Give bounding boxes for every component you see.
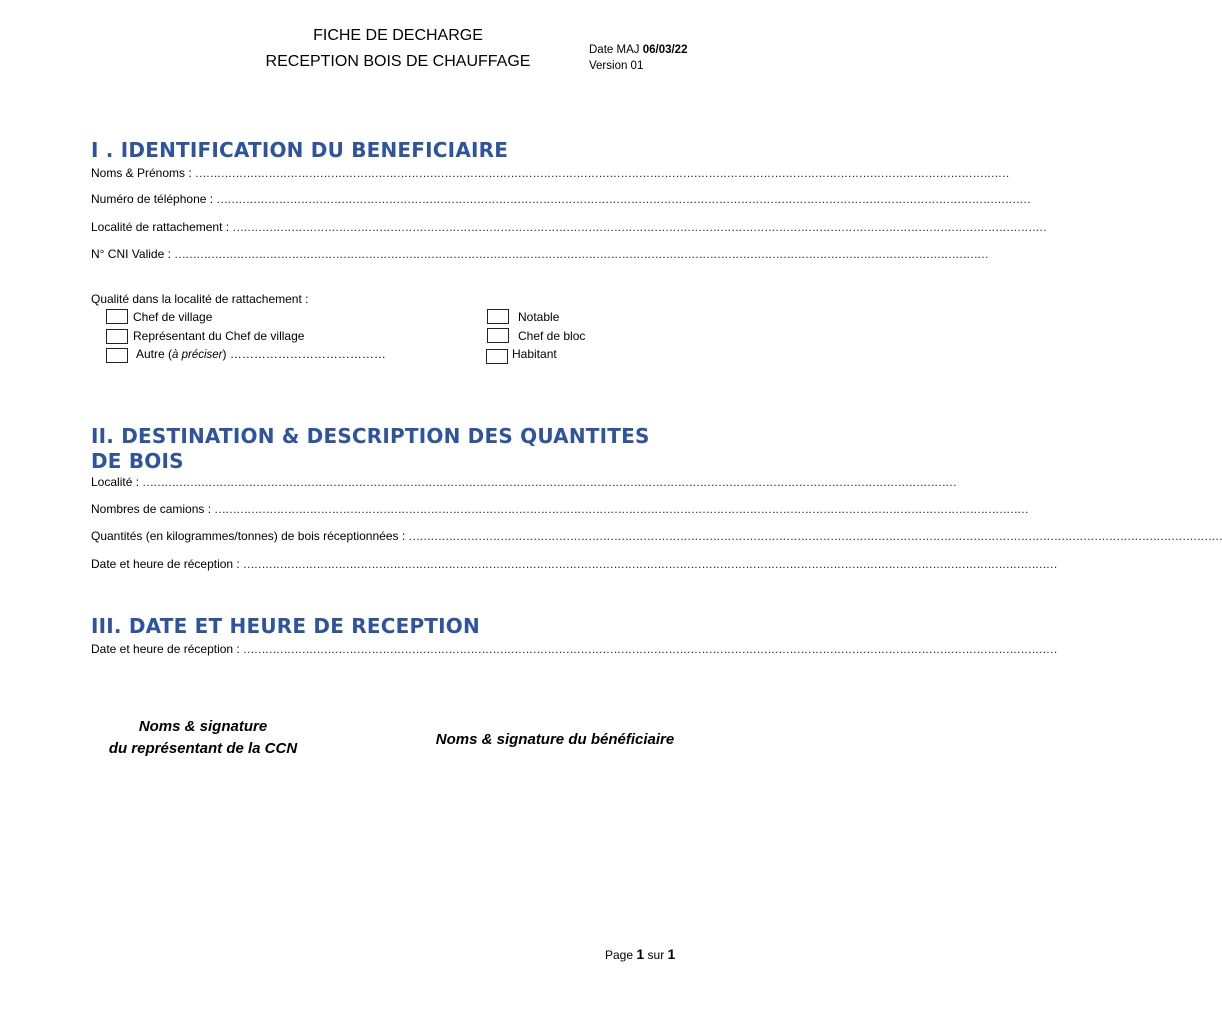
- option-habitant: Habitant: [512, 347, 557, 361]
- signature-ccn-line2: du représentant de la CCN: [108, 740, 298, 757]
- field-label: Date et heure de réception :: [91, 642, 240, 656]
- field-dots: ……………………………………………………………………………………………………………………………………………………………………………………………………: [242, 642, 1057, 656]
- field-dots: ……………………………………………………………………………………………………………………………………………………………………………………………………: [242, 557, 1057, 571]
- field-label: Localité :: [91, 475, 140, 489]
- document-title-line2: RECEPTION BOIS DE CHAUFFAGE: [265, 53, 531, 70]
- signature-ccn-line1: Noms & signature: [138, 718, 268, 735]
- page-of-word: sur: [647, 948, 665, 962]
- option-chef-de-bloc: Chef de bloc: [518, 329, 586, 343]
- field-dots: ……………………………………………………………………………………………………………………………………………………………………………………………………: [408, 529, 1222, 543]
- document-title-line1: FICHE DE DECHARGE: [313, 27, 483, 44]
- quality-label: Qualité dans la localité de rattachement :: [91, 292, 309, 306]
- field-label: Nombres de camions :: [91, 502, 212, 516]
- checkbox-representant[interactable]: [106, 329, 128, 344]
- field-dots: ……………………………………………………………………………………………………………………………………………………………………………………………………: [216, 192, 1031, 206]
- signature-ccn: [90, 716, 316, 760]
- field-quantites[interactable]: [91, 529, 1222, 543]
- page-number: [605, 946, 675, 962]
- option-notable: Notable: [518, 310, 560, 324]
- field-label: Localité de rattachement :: [91, 220, 230, 234]
- version-label: Version 01: [589, 60, 644, 72]
- field-noms-prenoms[interactable]: [91, 166, 1009, 180]
- option-autre-italic: à préciser: [172, 349, 223, 361]
- option-autre-suffix: ) …………………………………: [222, 347, 386, 361]
- field-label: N° CNI Valide :: [91, 247, 171, 261]
- field-label: Date et heure de réception :: [91, 557, 240, 571]
- date-value: 06/03/22: [642, 44, 688, 56]
- section1-title: I . IDENTIFICATION DU BENEFICIAIRE: [91, 138, 509, 162]
- field-dots: ……………………………………………………………………………………………………………………………………………………………………………………………………: [142, 475, 957, 489]
- field-cni[interactable]: [91, 247, 988, 261]
- option-representant: Représentant du Chef de village: [133, 329, 305, 343]
- option-autre-label: Autre (: [136, 347, 173, 361]
- field-date-heure-reception-2[interactable]: [91, 642, 1057, 656]
- field-dots: ……………………………………………………………………………………………………………………………………………………………………………………………………: [194, 166, 1009, 180]
- section3-title: III. DATE ET HEURE DE RECEPTION: [91, 614, 480, 638]
- field-label: Noms & Prénoms :: [91, 166, 192, 180]
- checkbox-chef-de-village[interactable]: [106, 309, 128, 324]
- field-localite[interactable]: [91, 475, 957, 489]
- field-dots: ……………………………………………………………………………………………………………………………………………………………………………………………………: [173, 247, 988, 261]
- checkbox-autre[interactable]: [106, 348, 128, 363]
- field-dots: ……………………………………………………………………………………………………………………………………………………………………………………………………: [214, 502, 1029, 516]
- field-nombre-camions[interactable]: [91, 502, 1029, 516]
- date-label: Date MAJ: [589, 44, 640, 56]
- signature-beneficiaire: Noms & signature du bénéficiaire: [435, 731, 675, 748]
- field-date-heure-reception[interactable]: [91, 557, 1057, 571]
- section2-title-line1: II. DESTINATION & DESCRIPTION DES QUANTITES: [91, 424, 650, 448]
- page-current: 1: [636, 946, 645, 962]
- field-label: Quantités (en kilogrammes/tonnes) de bois réceptionnées :: [91, 529, 406, 543]
- option-chef-de-village: Chef de village: [133, 310, 213, 324]
- checkbox-notable[interactable]: [487, 309, 509, 324]
- date-update: [589, 44, 687, 56]
- option-autre: [136, 347, 386, 361]
- field-telephone[interactable]: [91, 192, 1031, 206]
- page-total: 1: [667, 946, 676, 962]
- field-localite-rattachement[interactable]: [91, 220, 1047, 234]
- section2-title-line2: DE BOIS: [91, 449, 184, 473]
- field-label: Numéro de téléphone :: [91, 192, 214, 206]
- field-dots: ……………………………………………………………………………………………………………………………………………………………………………………………………: [232, 220, 1047, 234]
- checkbox-habitant[interactable]: [486, 349, 508, 364]
- page-word: Page: [605, 948, 634, 962]
- checkbox-chef-de-bloc[interactable]: [487, 328, 509, 343]
